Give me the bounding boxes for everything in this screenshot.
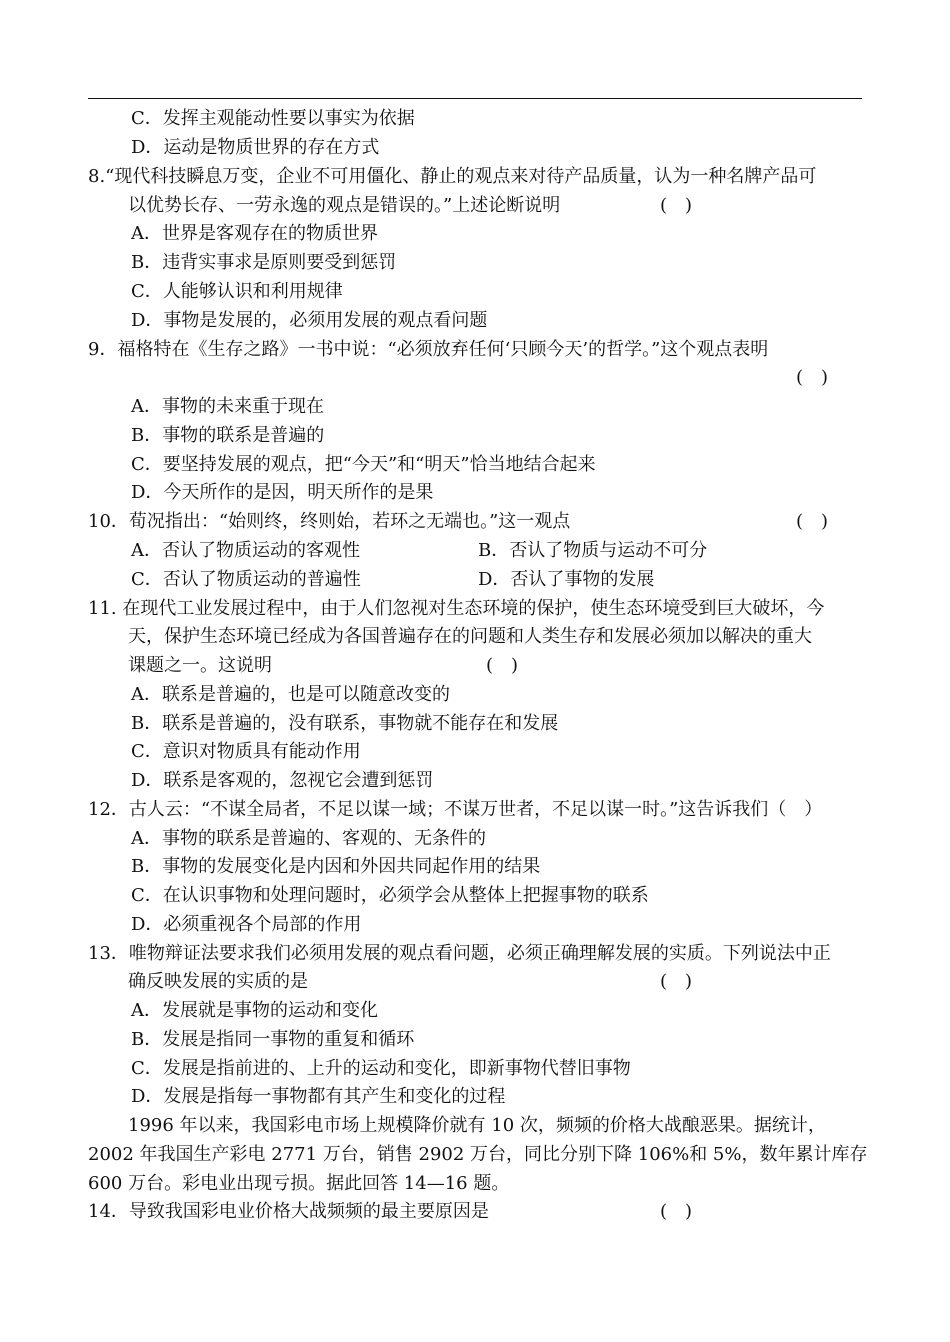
q11-option-b[interactable]: B．联系是普遍的，没有联系，事物就不能存在和发展 [131, 713, 559, 734]
q12-stem-line1: 12．古人云：“不谋全局者，不足以谋一域；不谋万世者，不足以谋一时。”这告诉我们（ ） [88, 799, 823, 820]
q11-option-a[interactable]: A．联系是普遍的，也是可以随意改变的 [131, 684, 450, 705]
q10-option-d[interactable]: D．否认了事物的发展 [478, 569, 655, 590]
q12-option-d[interactable]: D．必须重视各个局部的作用 [131, 914, 362, 935]
q11-option-c[interactable]: C．意识对物质具有能动作用 [131, 741, 361, 762]
passage-line3: 600 万台。彩电业出现亏损。据此回答 14—16 题。 [88, 1173, 510, 1194]
q9-option-a[interactable]: A．事物的未来重于现在 [131, 396, 324, 417]
q9-option-d[interactable]: D．今天所作的是因，明天所作的是果 [131, 482, 434, 503]
q8-option-a[interactable]: A．世界是客观存在的物质世界 [131, 223, 378, 244]
q10-option-c[interactable]: C．否认了物质运动的普遍性 [131, 569, 361, 590]
q8-answer-blank[interactable]: ( ) [660, 195, 693, 216]
q12-option-b[interactable]: B．事物的发展变化是内因和外因共同起作用的结果 [131, 856, 541, 877]
q14-answer-blank[interactable]: ( ) [660, 1201, 693, 1222]
q8-option-d[interactable]: D．事物是发展的，必须用发展的观点看问题 [131, 310, 488, 331]
q13-option-b[interactable]: B．发展是指同一事物的重复和循环 [131, 1029, 415, 1050]
q13-option-a[interactable]: A．发展就是事物的运动和变化 [131, 1000, 378, 1021]
q12-option-a[interactable]: A．事物的联系是普遍的、客观的、无条件的 [131, 828, 486, 849]
q13-stem-line2: 确反映发展的实质的是 [128, 971, 308, 992]
q10-stem-line1: 10．荀况指出：“始则终，终则始，若环之无端也。”这一观点 [88, 511, 571, 532]
passage-line2: 2002 年我国生产彩电 2771 万台，销售 2902 万台，同比分别下降 106%和 5%，数年累计库存 [88, 1144, 868, 1165]
q11-stem-line3: 课题之一。这说明 [128, 655, 272, 676]
q7-option-d[interactable]: D．运动是物质世界的存在方式 [131, 137, 380, 158]
q14-stem-line1: 14．导致我国彩电业价格大战频频的最主要原因是 [88, 1201, 489, 1222]
q9-option-b[interactable]: B．事物的联系是普遍的 [131, 425, 325, 446]
q11-answer-blank[interactable]: ( ) [486, 655, 519, 676]
q11-option-d[interactable]: D．联系是客观的，忽视它会遭到惩罚 [131, 770, 434, 791]
q9-option-c[interactable]: C．要坚持发展的观点，把“今天”和“明天”恰当地结合起来 [131, 454, 596, 475]
q10-answer-blank[interactable]: ( ) [796, 511, 829, 532]
q10-option-b[interactable]: B．否认了物质与运动不可分 [478, 540, 708, 561]
q12-option-c[interactable]: C．在认识事物和处理问题时，必须学会从整体上把握事物的联系 [131, 885, 649, 906]
q13-stem-line1: 13．唯物辩证法要求我们必须用发展的观点看问题，必须正确理解发展的实质。下列说法中正 [88, 943, 831, 964]
q10-option-a[interactable]: A．否认了物质运动的客观性 [131, 540, 360, 561]
q13-answer-blank[interactable]: ( ) [660, 971, 693, 992]
header-rule [88, 98, 862, 99]
q8-option-b[interactable]: B．违背实事求是原则要受到惩罚 [131, 252, 397, 273]
q7-option-c[interactable]: C．发挥主观能动性要以事实为依据 [131, 108, 415, 129]
q13-option-c[interactable]: C．发展是指前进的、上升的运动和变化，即新事物代替旧事物 [131, 1058, 631, 1079]
q8-option-c[interactable]: C．人能够认识和利用规律 [131, 281, 343, 302]
q8-stem-line1: 8.“现代科技瞬息万变，企业不可用僵化、静止的观点来对待产品质量，认为一种名牌产品可 [88, 166, 817, 187]
passage-line1: 1996 年以来，我国彩电市场上规模降价就有 10 次，频频的价格大战酿恶果。据统计， [128, 1115, 826, 1136]
q8-stem-line2: 以优势长存、一劳永逸的观点是错误的。”上述论断说明 [128, 195, 561, 216]
q11-stem-line2: 天，保护生态环境已经成为各国普遍存在的问题和人类生存和发展必须加以解决的重大 [128, 626, 812, 647]
q13-option-d[interactable]: D．发展是指每一事物都有其产生和变化的过程 [131, 1086, 506, 1107]
q9-stem-line1: 9．福格特在《生存之路》一书中说：“必须放弃任何‘只顾今天’的哲学。”这个观点表明 [88, 339, 769, 360]
q9-answer-blank[interactable]: ( ) [796, 367, 829, 388]
q11-stem-line1: 11. 在现代工业发展过程中，由于人们忽视对生态环境的保护，使生态环境受到巨大破坏，今 [88, 598, 825, 619]
